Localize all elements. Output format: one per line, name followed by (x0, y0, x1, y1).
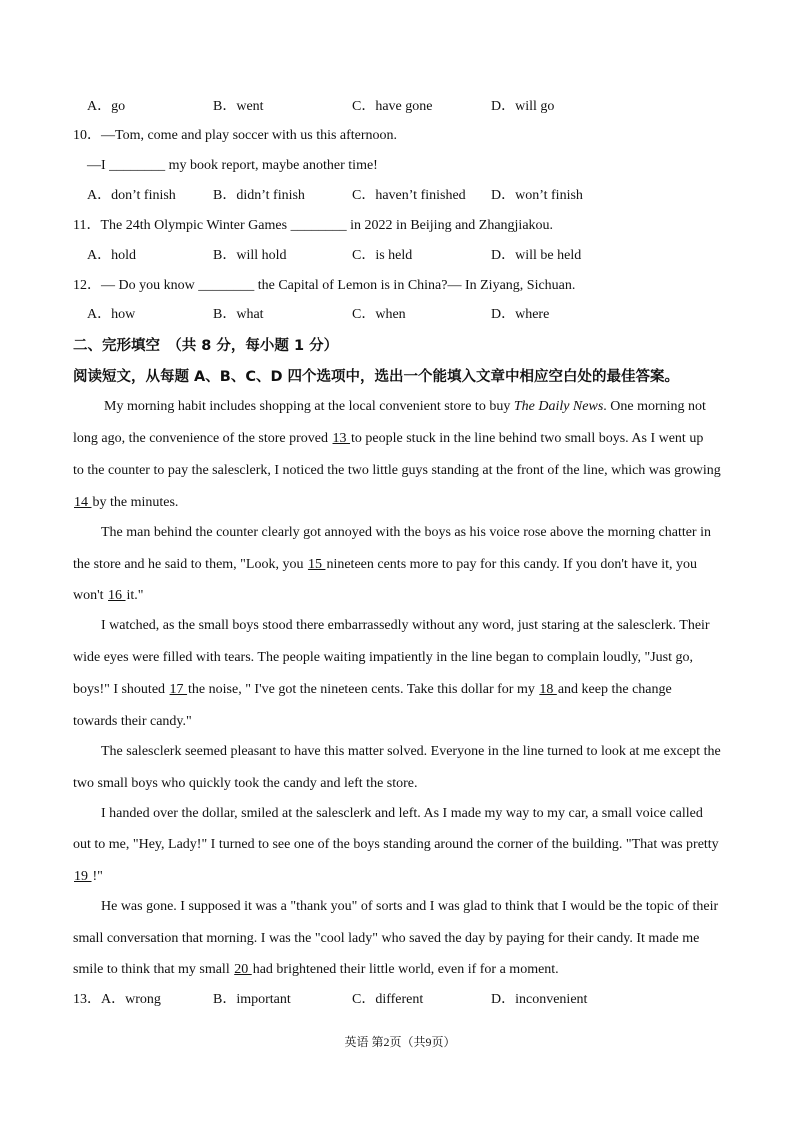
q11-stem-post: in 2022 in Beijing and Zhangjiakou. (346, 218, 554, 233)
q10-option-d: D．won’t finish (491, 188, 583, 203)
newspaper-title: The Daily News (513, 399, 604, 414)
q12-option-a: A．how (87, 307, 136, 322)
q10-options (87, 187, 727, 205)
q12-options (87, 306, 727, 324)
p5-l3-post: !" (92, 869, 103, 884)
q11-option-d: D．will be held (491, 248, 582, 263)
p1-l1-post: . One morning not (603, 399, 706, 414)
q9-option-d: D．will go (491, 99, 555, 114)
passage-p3-line4: towards their candy." (73, 714, 192, 729)
q11-option-a: A．hold (87, 248, 136, 263)
passage-p6-line1: He was gone. I supposed it was a "thank you" of sorts and I was glad to think that I would be the topic of their (101, 899, 719, 914)
q10-blank: ________ (109, 158, 166, 173)
passage-p1-line1 (104, 398, 706, 416)
q13-options (73, 991, 713, 1009)
passage-p5-line3 (73, 868, 103, 886)
blank-13: 13 (332, 431, 351, 446)
blank-19: 19 (74, 869, 92, 884)
p3-l3-post: and keep the change (557, 682, 672, 697)
q9-option-b: B．went (213, 99, 264, 114)
q12-option-d: D．where (491, 307, 550, 322)
p2-l3-pre: won't (73, 588, 108, 603)
passage-p2-line2 (73, 556, 697, 574)
q9-option-a: A．go (87, 99, 126, 114)
blank-16: 16 (108, 588, 126, 603)
passage-p3-line3 (73, 681, 672, 699)
q13-option-a: 13．A．wrong (73, 992, 161, 1007)
q11-option-b: B．will hold (213, 248, 287, 263)
p2-l2-pre: the store and he said to them, "Look, you (73, 557, 307, 572)
p6-l3-post: had brightened their little world, even if for a moment. (252, 962, 559, 977)
q13-option-c: C．different (352, 992, 424, 1007)
p1-l4-post: by the minutes. (92, 495, 179, 510)
q10-option-c: C．haven’t finished (352, 188, 466, 203)
page-footer: 英语 第2页（共9页） (344, 1035, 456, 1049)
p6-l3-pre: smile to think that my small (73, 962, 234, 977)
passage-p1-line4 (73, 494, 178, 512)
q10-option-b: B．didn’t finish (213, 188, 305, 203)
p2-l2-post: nineteen cents more to pay for this candy. If you don't have it, you (326, 557, 698, 572)
section-title: 二、完形填空 （共 8 分，每小题 1 分） (73, 338, 339, 354)
q13-option-d: D．inconvenient (491, 992, 588, 1007)
q11-blank: ________ (290, 218, 347, 233)
blank-14: 14 (74, 495, 92, 510)
p2-l3-post: it." (126, 588, 144, 603)
section-instruction: 阅读短文，从每题 A、B、C、D 四个选项中，选出一个能填入文章中相应空白处的最佳答案。 (73, 369, 680, 385)
passage-p6-line2: small conversation that morning. I was the "cool lady" who saved the day by paying for their candy. It made me (73, 931, 700, 946)
passage-p5-line1: I handed over the dollar, smiled at the salesclerk and left. As I made my way to my car, a small voice called (101, 806, 703, 821)
passage-p4-line2: two small boys who quickly took the candy and left the store. (73, 776, 418, 791)
q10-reply-post: my book report, maybe another time! (165, 158, 378, 173)
q10-stem: 10．—Tom, come and play soccer with us this afternoon. (73, 128, 398, 143)
q12-blank: ________ (198, 278, 255, 293)
q12-stem (73, 277, 575, 295)
blank-18: 18 (539, 682, 557, 697)
passage-p2-line1: The man behind the counter clearly got annoyed with the boys as his voice rose above the morning chatter in (101, 525, 711, 540)
p3-l3-mid: the noise, " I've got the nineteen cents. Take this dollar for my (188, 682, 539, 697)
passage-p2-line3 (73, 587, 144, 605)
q9-options (87, 98, 727, 116)
blank-20: 20 (234, 962, 252, 977)
p1-l2-post: to people stuck in the line behind two small boys. As I went up (351, 431, 704, 446)
passage-p4-line1: The salesclerk seemed pleasant to have this matter solved. Everyone in the line turned to look at me except the (101, 744, 721, 759)
passage-p3-line2: wide eyes were filled with tears. The people waiting impatiently in the line began to complain loudly, "Just go, (73, 650, 694, 665)
q10-stem-reply (87, 157, 378, 175)
passage-p1-line3: to the counter to pay the salesclerk, I noticed the two little guys standing at the front of the line, which was growing (73, 463, 721, 478)
q12-stem-pre: 12．— Do you know (73, 278, 199, 293)
blank-15: 15 (307, 557, 326, 572)
q13-option-b: B．important (213, 992, 291, 1007)
q9-option-c: C．have gone (352, 99, 433, 114)
q10-reply-pre: —I (87, 158, 110, 173)
q10-option-a: A．don’t finish (87, 188, 176, 203)
q11-options (87, 247, 727, 265)
passage-p3-line1: I watched, as the small boys stood there embarrassedly without any word, just staring at the salesclerk. Their (101, 618, 710, 633)
passage-p6-line3 (73, 961, 559, 979)
q12-option-c: C．when (352, 307, 406, 322)
q11-stem (73, 217, 553, 235)
p1-l1-pre: My morning habit includes shopping at the local convenient store to buy (104, 399, 514, 414)
q12-stem-post: the Capital of Lemon is in China?— In Ziyang, Sichuan. (254, 278, 576, 293)
q11-stem-pre: 11．The 24th Olympic Winter Games (73, 218, 291, 233)
blank-17: 17 (169, 682, 188, 697)
passage-p1-line2 (73, 430, 703, 448)
q12-option-b: B．what (213, 307, 264, 322)
passage-p5-line2: out to me, "Hey, Lady!" I turned to see one of the boys standing around the corner of the building. "That was pretty (73, 837, 719, 852)
p1-l2-pre: long ago, the convenience of the store proved (73, 431, 332, 446)
q11-option-c: C．is held (352, 248, 413, 263)
p3-l3-pre: boys!" I shouted (73, 682, 169, 697)
